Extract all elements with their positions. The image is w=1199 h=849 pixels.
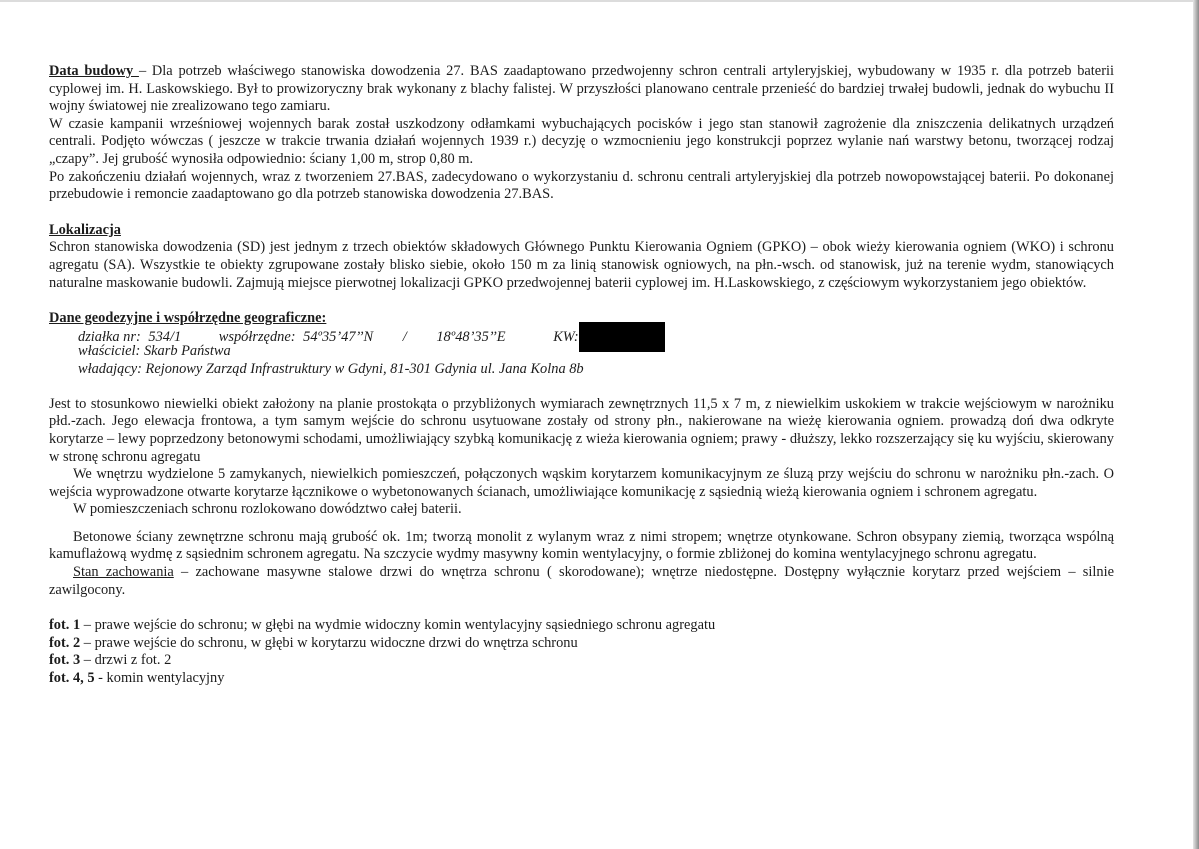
paragraph-kampania: W czasie kampanii wrześniowej wojennych barak został uszkodzony odłamkami wybuchających pocisków i jego stan stanowił zagrożenie dla zniszczenia delikatnych urządzeń centrali. Podjęto wówczas ( jeszcze w trakcie trwania działań wojennych 1939 r.) decyzję o wzmocnieniu jego konstrukcji poprzez wylanie nań warstwy betonu, tworzącej rodzaj „czapy”. Jej grubość wynosiła odpowiednio: ściany 1,00 m, strop 0,80 m. [49, 115, 1114, 167]
photo-item [49, 652, 1114, 670]
wspolrzedne-n: 54º35’47’’N [303, 328, 374, 345]
paragraph-wnetrze: We wnętrzu wydzielone 5 zamykanych, niewielkich pomieszczeń, połączonych wąskim korytarzem komunikacyjnym ze śluzą przy wejściu do schronu w narożniku płn.-zach. O wejścia wyprowadzone otwarte korytarze łącznikowe o wybetonowanych ścianach, umożliwiające komunikację z sąsiednią wieżą kierowania ogniem i schronem agregatu. [49, 466, 1114, 500]
photo-caption: – prawe wejście do schronu, w głębi w korytarzu widoczne drzwi do wnętrza schronu [80, 634, 578, 651]
stan-zachowania-label: Stan zachowania [73, 564, 174, 581]
spacer [49, 599, 1114, 617]
photo-item [49, 635, 1114, 653]
scan-edge-top [0, 0, 1199, 2]
wlasciciel: właściciel: Skarb Państwa [78, 342, 231, 359]
spacer [49, 519, 1114, 529]
wspolrzedne-separator: / [402, 328, 407, 345]
photo-label: fot. 4, 5 [49, 669, 95, 686]
paragraph-sciany: Betonowe ściany zewnętrzne schronu mają grubość ok. 1m; tworzą monolit z wylanym wraz z nimi stropem; wnętrze otynkowane. Schron obsypany ziemią, tworząca wspólną kamuflażową wydmę z sąsiednim schronem agregatu. Na szczycie wydmy masywny komin wentylacyjny, o formie zbliżonej do komina wentylacyjnego schronu agregatu. [49, 528, 1114, 563]
photo-item [49, 617, 1114, 635]
document-page [49, 63, 1114, 687]
wspolrzedne-label: współrzędne: [218, 328, 296, 345]
heading-data-budowy: Data budowy [49, 63, 139, 79]
spacer [49, 292, 1114, 310]
kw-label: KW: [553, 328, 579, 345]
dzialka-label: działka nr: [78, 328, 141, 345]
wspolrzedne-e: 18º48’35’’E [436, 328, 506, 345]
heading-lokalizacja: Lokalizacja [49, 221, 121, 238]
dzialka-value: 534/1 [148, 328, 182, 345]
redaction-box [579, 322, 665, 352]
photo-list [49, 617, 1114, 687]
geo-block [49, 328, 1114, 378]
stan-zachowania-text: – zachowane masywne stalowe drzwi do wnętrza schronu ( skorodowane); wnętrze niedostępne. Dostępny wyłącznie korytarz przed wejściem – silnie zawilgocony. [49, 564, 1114, 598]
geo-coordinates-line [78, 328, 1114, 348]
scan-edge-right [1193, 0, 1199, 849]
spacer [49, 378, 1114, 396]
heading-dane-geodezyjne: Dane geodezyjne i współrzędne geograficzne: [49, 310, 327, 327]
paragraph-lokalizacja: Schron stanowiska dowodzenia (SD) jest jednym z trzech obiektów składowych Głównego Punktu Kierowania Ogniem (GPKO) – obok wieży kierowania ogniem (WKO) i schronu agregatu (SA). Wszystkie te obiekty zgrupowane zostały blisko siebie, około 150 m za linią stanowisk ogniowych, na płn.-wsch. od stanowisk, już na terenie wydm, stanowiących naturalne maskowanie budowli. Zajmują miejsce pierwotnej lokalizacji GPKO przedwojennej baterii cyplowej im. H.Laskowskiego, z częściowym wykorzystaniem jego obiektów. [49, 239, 1114, 291]
photo-caption: – prawe wejście do schronu; w głębi na wydmie widoczny komin wentylacyjny sąsiedniego schronu agregatu [80, 617, 716, 634]
photo-caption: - komin wentylacyjny [94, 669, 225, 686]
wladajacy: władający: Rejonowy Zarząd Infrastruktury w Gdyni, 81-301 Gdynia ul. Jana Kolna 8b [78, 360, 584, 377]
paragraph-pomieszczenia: W pomieszczeniach schronu rozlokowano dowództwo całej baterii. [73, 501, 462, 518]
spacer [49, 204, 1114, 222]
text-data-budowy: – Dla potrzeb właściwego stanowiska dowodzenia 27. BAS zaadaptowano przedwojenny schron centrali artyleryjskiej, wybudowany w 1935 r. dla potrzeb baterii cyplowej im. H. Laskowskiego. Był to prowizoryczny brak wykonany z blachy falistej. W przyszłości planowano centrale przenieść do bardziej trwałej budowli, jednak do wybuchu II wojny światowej nie zrealizowano tego zamiaru. [49, 63, 1114, 115]
photo-caption: – drzwi z fot. 2 [80, 652, 172, 669]
paragraph-opis: Jest to stosunkowo niewielki obiekt założony na planie prostokąta o przybliżonych wymiarach zewnętrznych 11,5 x 7 m, z niewielkim uskokiem w trakcie wejściowym w narożniku płd.-zach. Jego elewacja frontowa, a tym samym wejście do schronu usytuowane zostały od strony płn., nakierowane na wieżę kierowania ogniem. prowadzą doń dwa odkryte korytarze – lewy poprzedzony betonowymi schodami, umożliwiający szybką komunikację z wieża kierowania ogniem; prawy - dłuższy, lekko rozszerzający się ku wyjściu, skierowany w stronę schronu agregatu [49, 395, 1114, 465]
photo-label: fot. 3 [49, 652, 81, 669]
paragraph-po-zakonczeniu: Po zakończeniu działań wojennych, wraz z tworzeniem 27.BAS, zadecydowano o wykorzystaniu d. schronu centrali artyleryjskiej dla potrzeb nowopowstającej baterii. Po dokonanej przebudowie i remoncie zaadaptowano go dla potrzeb stanowiska dowodzenia 27.BAS. [49, 168, 1114, 203]
paragraph-stan-zachowania [49, 564, 1114, 599]
paragraph-data-budowy [49, 63, 1114, 116]
photo-label: fot. 1 [49, 617, 81, 634]
photo-label: fot. 2 [49, 634, 81, 651]
photo-item [49, 670, 1114, 688]
